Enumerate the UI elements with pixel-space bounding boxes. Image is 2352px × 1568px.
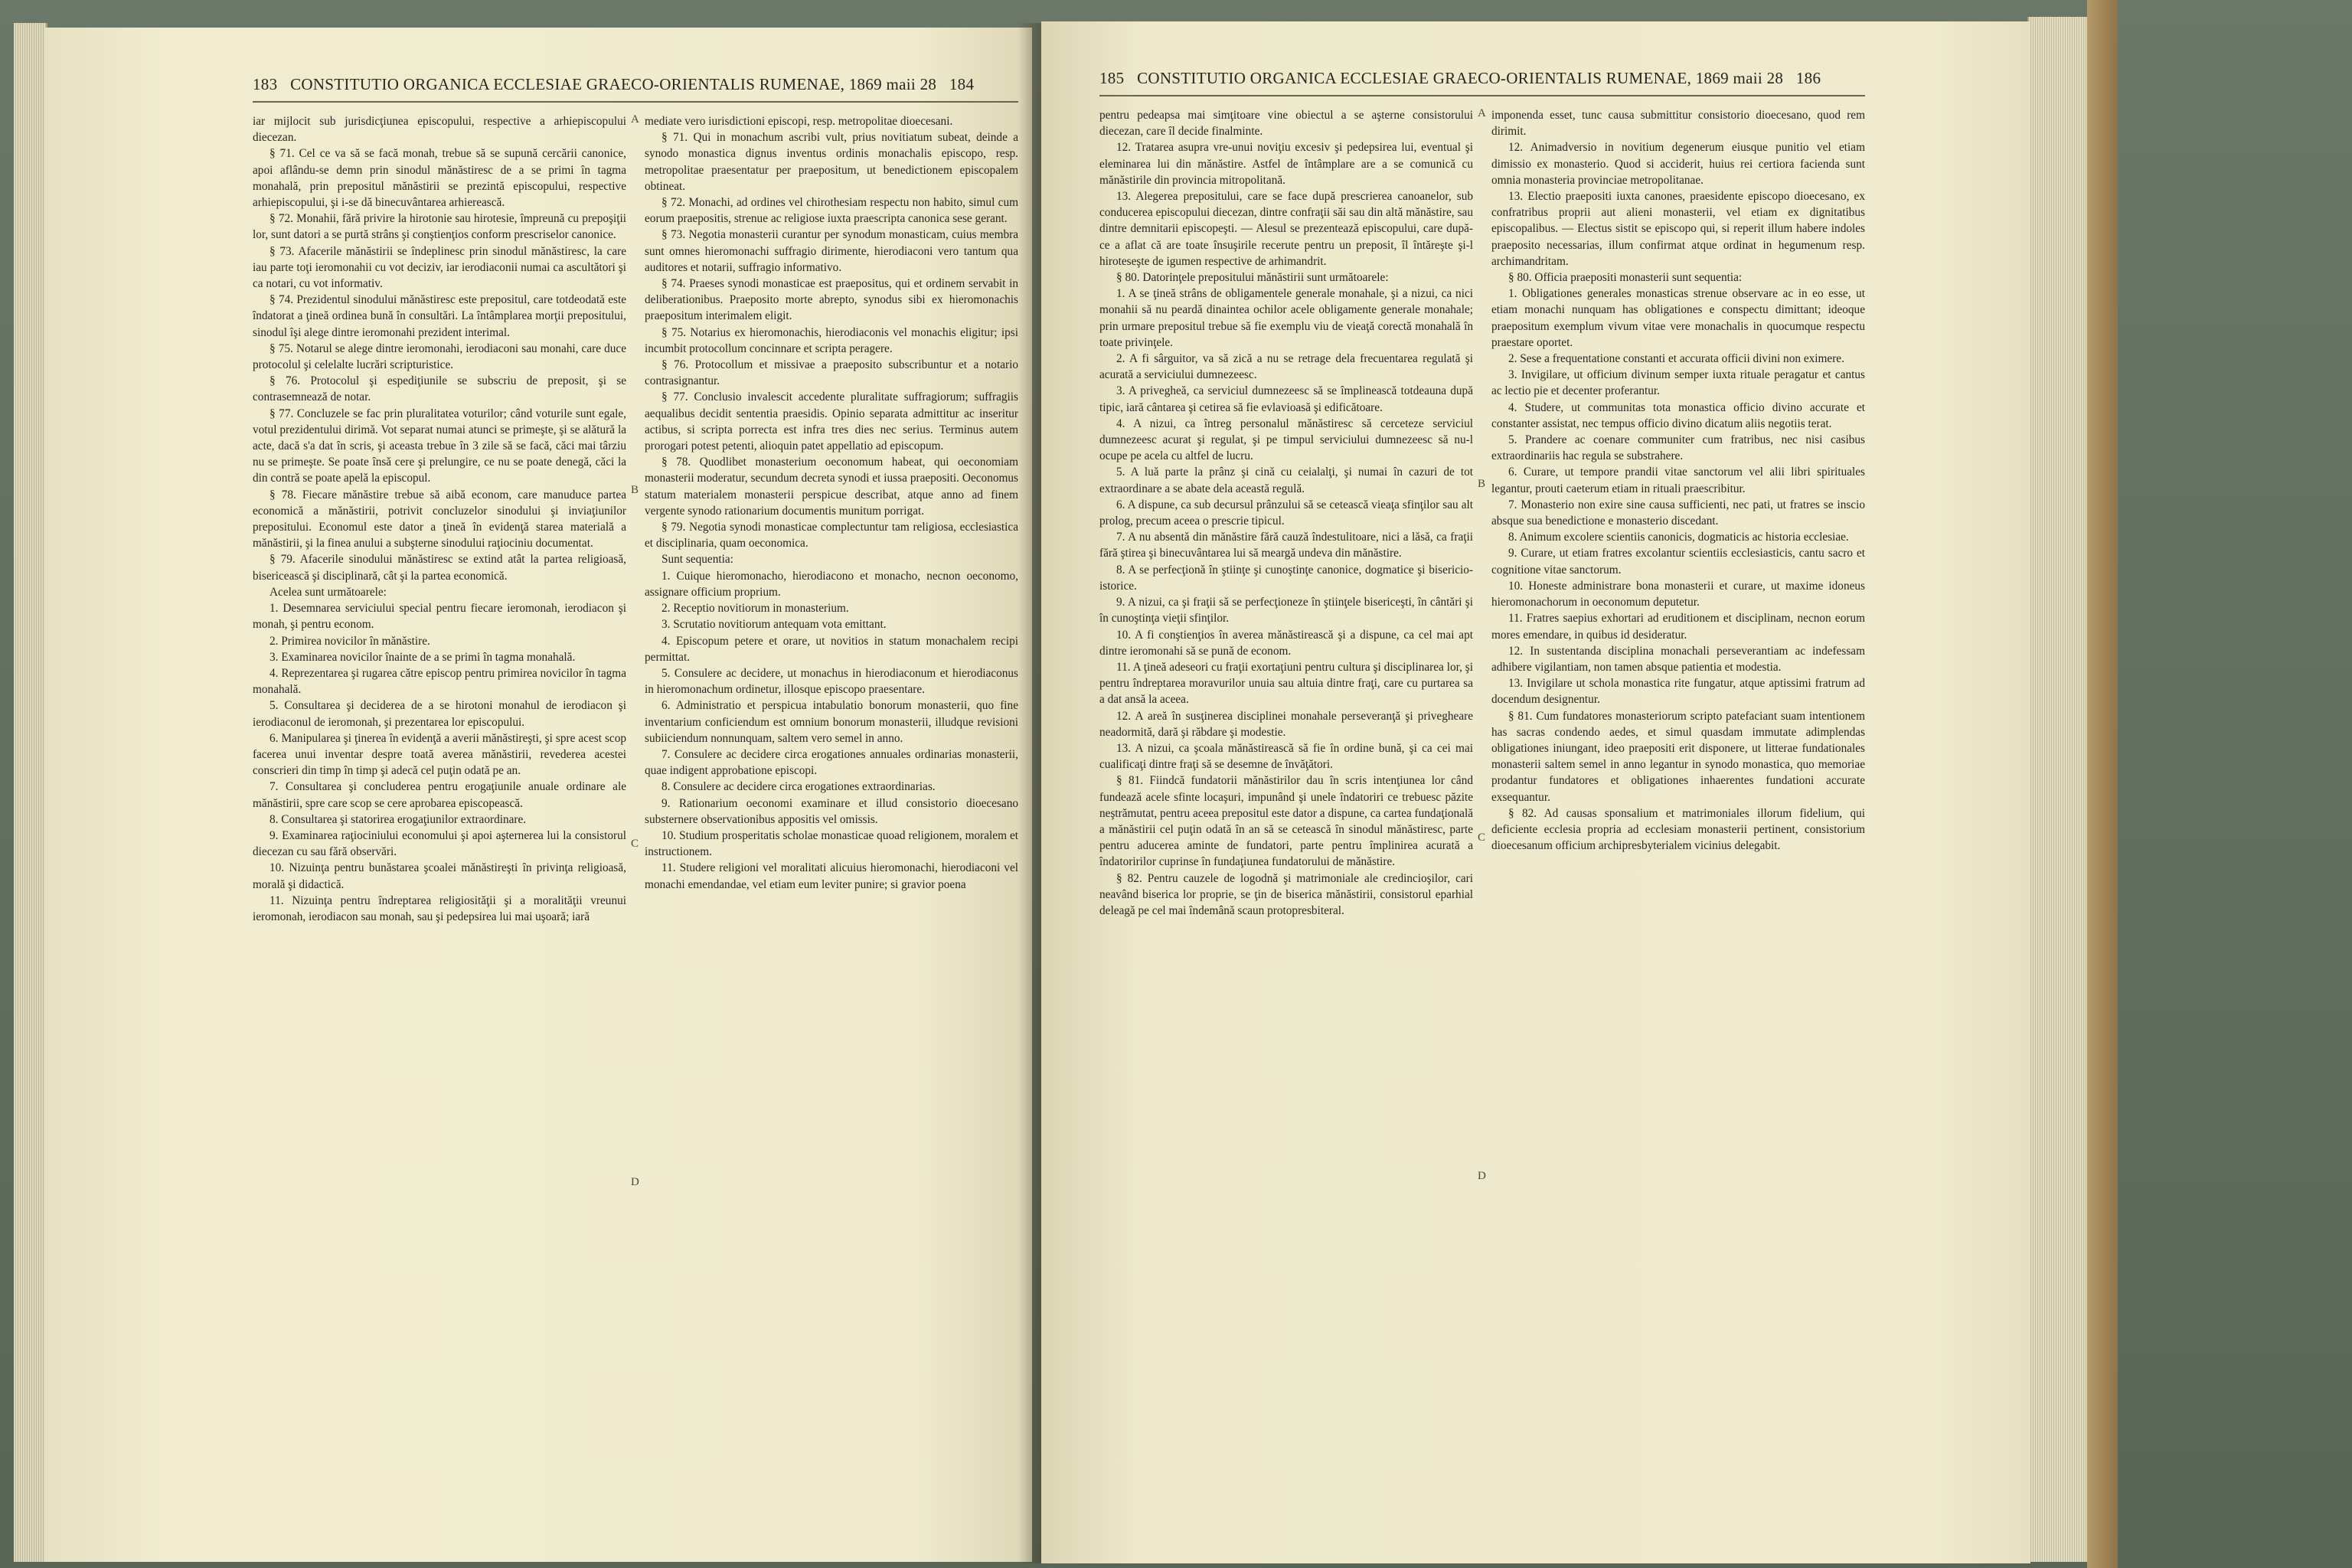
latin-column xyxy=(645,113,1018,893)
paragraph: 7. Consulere ac decidere circa erogationes annuales ordinarias monasterii, quae indigent approbatione episcopi. xyxy=(645,747,1018,778)
paragraph: § 82. Pentru cauzele de logodnă şi matrimoniale ale credincioşilor, cari neavând biserica lor proprie, se ţin de biserica mănăstirii, consistorul eparhial deleagă pe cel mai îndemână scaun protopresbiteral. xyxy=(1099,871,1473,917)
paragraph: pentru pedeapsa mai simţitoare vine obiectul a se aşterne consistorului diecezan, care îl decide finalminte. xyxy=(1099,109,1473,139)
paragraph: 8. Consulere ac decidere circa erogationes extraordinarias. xyxy=(662,780,936,794)
paragraph: 9. A nizui, ca şi fraţii să se perfecţioneze în ştiinţele bisericeşti, în cântări şi în cunoştinţa vieţii sfinţilor. xyxy=(1099,596,1473,626)
paragraph: 5. A luă parte la prânz şi cină cu ceialalţi, şi numai în cazuri de tot extraordinare a se abate dela această regulă. xyxy=(1099,466,1473,495)
paragraph: 7. Monasterio non exire sine causa sufficienti, nec pati, ut fratres se inscio absque sua benedictione e monasterio discedant. xyxy=(1491,498,1865,528)
paragraph: § 76. Protocollum et missivae a praeposito subscribuntur et a notario contrasignantur. xyxy=(645,358,1018,388)
header-rule xyxy=(1099,95,1865,96)
paragraph: § 71. Cel ce va să se facă monah, trebue să se supună cercării canonice, apoi aflându-se demn prin sinodul mănăstiresc de a se primi în tagma monahală, prin prepositul mănăstirii se prezintă episcopului, respective arhiepiscopului, şi i-se dă binecuvântarea arhierească. xyxy=(253,147,626,210)
paragraph: 11. A ţineă adeseori cu fraţii exortaţiuni pentru cultura şi disciplinarea lor, şi pentru îndreptarea moravurilor unuia sau altuia dintre fraţi, care cu purtarea sa a dat ansă la aceea. xyxy=(1099,660,1473,707)
paragraph: 6. Administratio et perspicua intabulatio bonorum monasterii, quo fine inventarium conficiendum est omnium bonorum monasterii, illudque revisioni subiiciendum nonnunquam, saltem vero semel in anno. xyxy=(645,699,1018,745)
paragraph: 5. Prandere ac coenare communiter cum fratribus, nec nisi casibus extraordinariis hac regula se substrahere. xyxy=(1491,433,1865,463)
paragraph: § 73. Afacerile mănăstirii se îndeplinesc prin sinodul mănăstiresc, la care iau parte toţi ieromonahii cu vot deciziv, iar ierodiaconii numai ca ascultători şi ca notari, cu vot informativ. xyxy=(253,244,626,291)
paragraph: 4. Episcopum petere et orare, ut novitios in statum monachalem recipi permittat. xyxy=(645,634,1018,664)
paragraph: mediate vero iurisdictioni episcopi, resp. metropolitae dioecesani. xyxy=(645,115,953,128)
line-marker: C xyxy=(1478,831,1486,844)
paragraph: 5. Consultarea şi deciderea de a se hirotoni monahul de ierodiacon şi ierodiaconul de ieromonah, şi prezentarea lor episcopului. xyxy=(253,699,626,729)
paragraph: § 71. Qui in monachum ascribi vult, prius novitiatum subeat, deinde a synodo monastica dignus inventus ordinis monachalis episcopo, resp. metropolitae praesentatur per praepositum, ut benedictionem episcopalem obtineat. xyxy=(645,131,1018,193)
romanian-column xyxy=(1099,107,1473,919)
romanian-column xyxy=(253,113,626,925)
line-marker: A xyxy=(1478,107,1486,119)
paragraph: 8. Consultarea şi statorirea erogaţiunilor extraordinare. xyxy=(270,812,527,826)
paragraph: § 74. Praeses synodi monasticae est praepositus, qui et ordinem servabit in deliberationibus. Praeposito morte abrepto, synodus sibi ex hieromonachis praepositum interimalem eligit. xyxy=(645,277,1018,323)
paragraph: 9. Curare, ut etiam fratres excolantur scientiis ecclesiasticis, cantu sacro et cognitione vitae sanctorum. xyxy=(1491,547,1865,577)
paragraph: § 79. Afacerile sinodului mănăstiresc se extind atât la partea religioasă, bisericească şi disciplinară, cât şi la partea economică. xyxy=(253,553,626,583)
paragraph: § 77. Concluzele se fac prin pluralitatea voturilor; când voturile sunt egale, votul prezidentului dirimă. Vot separat numai atunci se primeşte, şi se alătură la acte, dacă s'a dat în scris, şi aceasta trebue în 3 zile să se facă, căci mai târziu nu se primeşte. Se poate însă cere şi prelungire, ce nu se poate denegă, căci la din contră se poate apelă la episcopul. xyxy=(253,407,626,485)
paragraph: 1. Obligationes generales monasticas strenue observare ac in eo esse, ut etiam monachi nunquam has obligationes e conspectu dimittant; ideoque praepositum exemplum vivum vitae vere monachalis in quocumque respectu praestare oportet. xyxy=(1491,287,1865,349)
paragraph: 12. Tratarea asupra vre-unui noviţiu excesiv şi pedepsirea lui, eventual şi eleminarea lui din mănăstire. Astfel de întâmplare are a se comunică cu mănăstirile din provincia mitropolitană. xyxy=(1099,141,1473,187)
paragraph: Acelea sunt următoarele: xyxy=(270,585,387,599)
paragraph: 2. Sese a frequentatione constanti et accurata officii divini non eximere. xyxy=(1508,352,1844,366)
page-number: 183 xyxy=(253,75,278,93)
paragraph: 13. Electio praepositi iuxta canones, praesidente episcopo dioecesano, ex confratribus proprii aut alieni monasterii, vel etiam ex dignitatibus episcopalibus. — Electus sistit se episcopo qui, si reperit illum habere indoles praeposito necessarias, illum confirmat atque ordinat in hegumenum resp. archimandritam. xyxy=(1491,190,1865,268)
paragraph: 13. Invigilare ut schola monastica rite fungatur, atque aptissimi fratrum ad docendum designentur. xyxy=(1491,677,1865,707)
paragraph: 11. Nizuinţa pentru îndreptarea religiosităţii şi a moralităţii vreunui ieromonah, ierodiacon sau monah, sau şi pedepsirea lui mai uşoară; iară xyxy=(253,893,626,923)
paragraph: 8. Animum excolere scientiis canonicis, dogmaticis ac historia ecclesiae. xyxy=(1508,531,1849,544)
paragraph: § 74. Prezidentul sinodului mănăstiresc este prepositul, care totdeodată este îndatorat a ţineă ordinea bună în consultări. La întâmplarea morţii prepositului, sinodul îşi alege dintre ieromonahi prezident interimal. xyxy=(253,293,626,339)
page-number: 184 xyxy=(949,75,975,93)
page-number: 185 xyxy=(1099,69,1125,87)
paragraph: 12. In sustentanda disciplina monachali perseverantiam ac indefessam adhibere vigilantiam, non tamen absque patientia et modestia. xyxy=(1491,644,1865,674)
paragraph: 10. A fi conştienţios în averea mănăstirească şi a dispune, ca cel mai apt dintre ieromonahi să se pună de econom. xyxy=(1099,628,1473,658)
running-title: CONSTITUTIO ORGANICA ECCLESIAE GRAECO-ORIENTALIS RUMENAE, 1869 maii 28 xyxy=(1137,69,1784,87)
paragraph: 9. Rationarium oeconomi examinare et illud consistorio dioecesano substernere observationibus appositis vel omissis. xyxy=(645,796,1018,826)
paragraph: 6. Curare, ut tempore prandii vitae sanctorum vel alii libri spirituales legantur, prouti caeterum etiam in rituali praescribitur. xyxy=(1491,466,1865,495)
book-cover-edge xyxy=(2087,0,2118,1568)
paragraph: 12. A areă în susţinerea disciplinei monahale perseveranţă şi privegheare neadormită, dară şi răbdare şi modestie. xyxy=(1099,709,1473,739)
paragraph: § 72. Monahii, fără privire la hirotonie sau hirotesie, împreună cu prepoşiţii lor, sunt datori a se purtă strâns şi conştienţios conform prescriselor canonice. xyxy=(253,212,626,242)
line-marker: D xyxy=(631,1176,639,1188)
paragraph: § 77. Conclusio invalescit accedente pluralitate suffragiorum; suffragiis aequalibus decidit sententia praesidis. Opinio separata admittitur ac inseritur actibus, si scripta porrecta est infra tres dies nec serius. Terminus autem prorogari potest petenti, alioquin patet appellatio ad episcopum. xyxy=(645,390,1018,453)
paragraph: 10. Honeste administrare bona monasterii et curare, ut maxime idoneus hieromonachorum in oeconomum deputetur. xyxy=(1491,579,1865,609)
paragraph: 1. A se ţineă strâns de obligamentele generale monahale, şi a nizui, ca nici monahii să nu peardă dinaintea ochilor acele obligamente generale monahale; prin urmare prepositul trebue să fie exemplu viu de vieaţă corectă monahală în toate privinţele. xyxy=(1099,287,1473,349)
paragraph: 13. Alegerea prepositului, care se face după prescrierea canoanelor, sub conducerea episcopului diecezan, dintre confraţii săi sau din altă mănăstire, sau dintre demnitarii episcopeşti. — Alesul se prezentează episcopului, care după-ce a aflat că are toate însuşirile recerute pentru un preposit, îl întăreşte şi-l hiroteseşte de igumen respective de arhimandrit. xyxy=(1099,190,1473,268)
paragraph: 10. Studium prosperitatis scholae monasticae quoad religionem, moralem et instructionem. xyxy=(645,828,1018,859)
paragraph: 11. Fratres saepius exhortari ad eruditionem et disciplinam, necnon eorum mores emendare, in quibus id desideratur. xyxy=(1491,612,1865,642)
paragraph: 3. Invigilare, ut officium divinum semper iuxta rituale peragatur et cantus ac lectio pie et decenter proferantur. xyxy=(1491,368,1865,398)
paragraph: 4. Studere, ut communitas tota monastica officio divino accurate et constanter assistat, nec tempus officio divino dicatum aliis negotiis terat. xyxy=(1491,400,1865,430)
paragraph: 11. Studere religioni vel moralitati alicuius hieromonachi, hierodiaconi vel monachi emendandae, vel etiam eum leviter punire; si gravior poena xyxy=(645,861,1018,891)
paragraph: 1. Cuique hieromonacho, hierodiacono et monacho, necnon oeconomo, assignare officium proprium. xyxy=(645,569,1018,599)
paragraph: 7. Consultarea şi concluderea pentru erogaţiunile anuale ordinare ale mănăstirii, spre care scop se cere aprobarea episcopească. xyxy=(253,780,626,810)
line-marker: B xyxy=(631,484,639,496)
line-marker: A xyxy=(631,113,639,126)
paragraph: 6. A dispune, ca sub decursul prânzului să se cetească vieaţa sfinţilor sau alt prolog, precum aceea o prescrie tipicul. xyxy=(1099,498,1473,528)
paragraph: § 76. Protocolul şi espediţiunile se subscriu de preposit, şi se contrasemnează de notar. xyxy=(253,374,626,404)
paragraph: 1. Desemnarea serviciului special pentru fiecare ieromonah, ierodiacon şi monah, şi pentru econom. xyxy=(253,602,626,632)
right-page xyxy=(1041,21,2030,1563)
paragraph: iar mijlocit sub jurisdicţiunea episcopului, respective a arhiepiscopului diecezan. xyxy=(253,115,626,145)
paragraph: § 80. Officia praepositi monasterii sunt sequentia: xyxy=(1508,271,1743,285)
paragraph: § 80. Datorinţele prepositului mănăstirii sunt următoarele: xyxy=(1116,271,1389,285)
left-page-edges xyxy=(14,23,47,1562)
paragraph: 2. Primirea novicilor în mănăstire. xyxy=(270,634,430,648)
paragraph: 2. Receptio novitiorum in monasterium. xyxy=(662,602,849,616)
paragraph: 12. Animadversio in novitium degenerum eiusque punitio vel etiam dimissio ex monasterio. Quod si acciderit, huius rei certiora facienda sunt omnia monasteria provinciae metropolitanae. xyxy=(1491,141,1865,187)
paragraph: § 75. Notarul se alege dintre ieromonahi, ierodiaconi sau monahi, care duce protocolul şi celelalte lucrări scripturistice. xyxy=(253,341,626,372)
line-marker: D xyxy=(1478,1170,1486,1182)
right-page-edges xyxy=(2027,17,2090,1562)
paragraph: Sunt sequentia: xyxy=(662,553,733,567)
paragraph: § 78. Quodlibet monasterium oeconomum habeat, qui oeconomiam monasterii moderatur, secundum decreta synodi et iussa praepositi. Oeconomus statum materialem monasterii perspicue describat, atque anno ad finem vergente synodo rationarium documentis munitum porrigat. xyxy=(645,456,1018,518)
paragraph: 2. A fi sârguitor, va să zică a nu se retrage dela frecuentarea regulată şi acurată a serviciului dumnezeesc. xyxy=(1099,352,1473,382)
paragraph: 8. A se perfecţionă în ştiinţe şi cunoştinţe canonice, dogmatice şi bisericio-istorice. xyxy=(1099,563,1473,593)
page-number: 186 xyxy=(1795,69,1821,87)
running-title: CONSTITUTIO ORGANICA ECCLESIAE GRAECO-ORIENTALIS RUMENAE, 1869 maii 28 xyxy=(290,75,937,93)
paragraph: § 82. Ad causas sponsalium et matrimoniales illorum fidelium, qui deficiente ecclesia propria ad ecclesiam monasterii pertinent, consistorium dioecesanum officium archipresbyterialem vicinius delegabit. xyxy=(1491,806,1865,853)
paragraph: 3. Scrutatio novitiorum antequam vota emittant. xyxy=(662,618,887,632)
line-marker: C xyxy=(631,838,639,850)
paragraph: § 81. Cum fundatores monasteriorum scripto patefaciant suam intentionem has sacras condendo aedes, et simul quasdam immutate adimplendas obligationes iniungant, ideo praepositi erit disponere, ut litterae fundationales monasterii saltem semel in anno legantur in synodo monastica, quo memoriae prodantur fundatores et obligationes inhaerentes fundationi accurate exsequantur. xyxy=(1491,709,1865,804)
paragraph: imponenda esset, tunc causa submittitur consistorio dioecesano, quod rem dirimit. xyxy=(1491,109,1865,139)
paragraph: § 81. Fiindcă fundatorii mănăstirilor dau în scris intenţiunea lor când fundează acele sfinte locaşuri, impunând şi unele îndatoriri ce trebuesc păzite neştrămutat, pentru aceea prepositul este dator a dispune, ca cartea fundaţională a mănăstirii cel puţin odată în an să se cetească în sinodul mănăstiresc, parte pentru aducerea aminte de fundatori, parte pentru împlinirea acurată a îndatoririlor cuprinse în fundaţiunea fundatorului de mănăstire. xyxy=(1099,774,1473,869)
paragraph: 13. A nizui, ca şcoala mănăstirească să fie în ordine bună, şi ca cei mai cualificaţi dintre fraţi să se desemne de învăţători. xyxy=(1099,741,1473,772)
paragraph: § 79. Negotia synodi monasticae complectuntur tam religiosa, ecclesiastica et disciplinaria, quam oeconomica. xyxy=(645,521,1018,550)
paragraph: 3. Examinarea novicilor înainte de a se primi în tagma monahală. xyxy=(270,650,576,664)
paragraph: 10. Nizuinţa pentru bunăstarea şcoalei mănăstireşti în privinţa religioasă, morală şi didactică. xyxy=(253,861,626,891)
paragraph: § 73. Negotia monasterii curantur per synodum monasticam, cuius membra sunt omnes hieromonachi suffragio dirimente, hierodiaconi vero tantum qua auditores et notarii, suffragio informativo. xyxy=(645,228,1018,274)
paragraph: § 75. Notarius ex hieromonachis, hierodiaconis vel monachis eligitur; ipsi incumbit protocollum concinnare et scripta peragere. xyxy=(645,325,1018,355)
line-marker: B xyxy=(1478,478,1486,490)
paragraph: § 72. Monachi, ad ordines vel chirothesiam respectu non habito, simul cum eorum praepositis, strenue ac religiose iuxta praescripta canonica sese gerant. xyxy=(645,196,1018,226)
right-page-header xyxy=(1099,69,1821,88)
paragraph: 7. A nu absentă din mănăstire fără cauză îndestulitoare, nici a lăsă, ca fraţii fără ştirea şi binecuvântarea lui să meargă undeva din mănăstire. xyxy=(1099,531,1473,560)
paragraph: § 78. Fiecare mănăstire trebue să aibă econom, care manuduce partea economică a mănăstirii, potrivit concluzelor sinodului şi inviaţiunilor prepositului. Economul este dator a ţineă în evidenţă starea materială a mănăstirii, şi la finea anului a subşterne sinodului raţiociniu documentat. xyxy=(253,488,626,550)
paragraph: 6. Manipularea şi ţinerea în evidenţă a averii mănăstireşti, şi spre acest scop facerea unui inventar despre toată averea mănăstirii, revederea acestei conscrieri din timp în timp şi adecă cel puţin odată pe an. xyxy=(253,731,626,778)
paragraph: 3. A privegheă, ca serviciul dumnezeesc să se împlinească totdeauna după tipic, iară cântarea şi cetirea să fie evlavioasă şi edificătoare. xyxy=(1099,384,1473,414)
latin-column xyxy=(1491,107,1865,854)
paragraph: 4. A nizui, ca întreg personalul mănăstiresc să cerceteze serviciul dumnezeesc acurat şi regulat, şi pe timpul serviciului dumnezeesc să nu-l ocupe pe acela cu altfel de lucru. xyxy=(1099,416,1473,463)
paragraph: 5. Consulere ac decidere, ut monachus in hierodiaconum et hierodiaconus in hieromonachum ordinetur, illosque episcopo praesentare. xyxy=(645,666,1018,697)
header-rule xyxy=(253,101,1018,103)
paragraph: 4. Reprezentarea şi rugarea către episcop pentru primirea novicilor în tagma monahală. xyxy=(253,666,626,697)
left-page-header xyxy=(253,75,974,94)
left-page xyxy=(44,28,1032,1562)
paragraph: 9. Examinarea raţiociniului economului şi apoi aşternerea lui la consistorul diecezan cu sau fără observări. xyxy=(253,828,626,859)
